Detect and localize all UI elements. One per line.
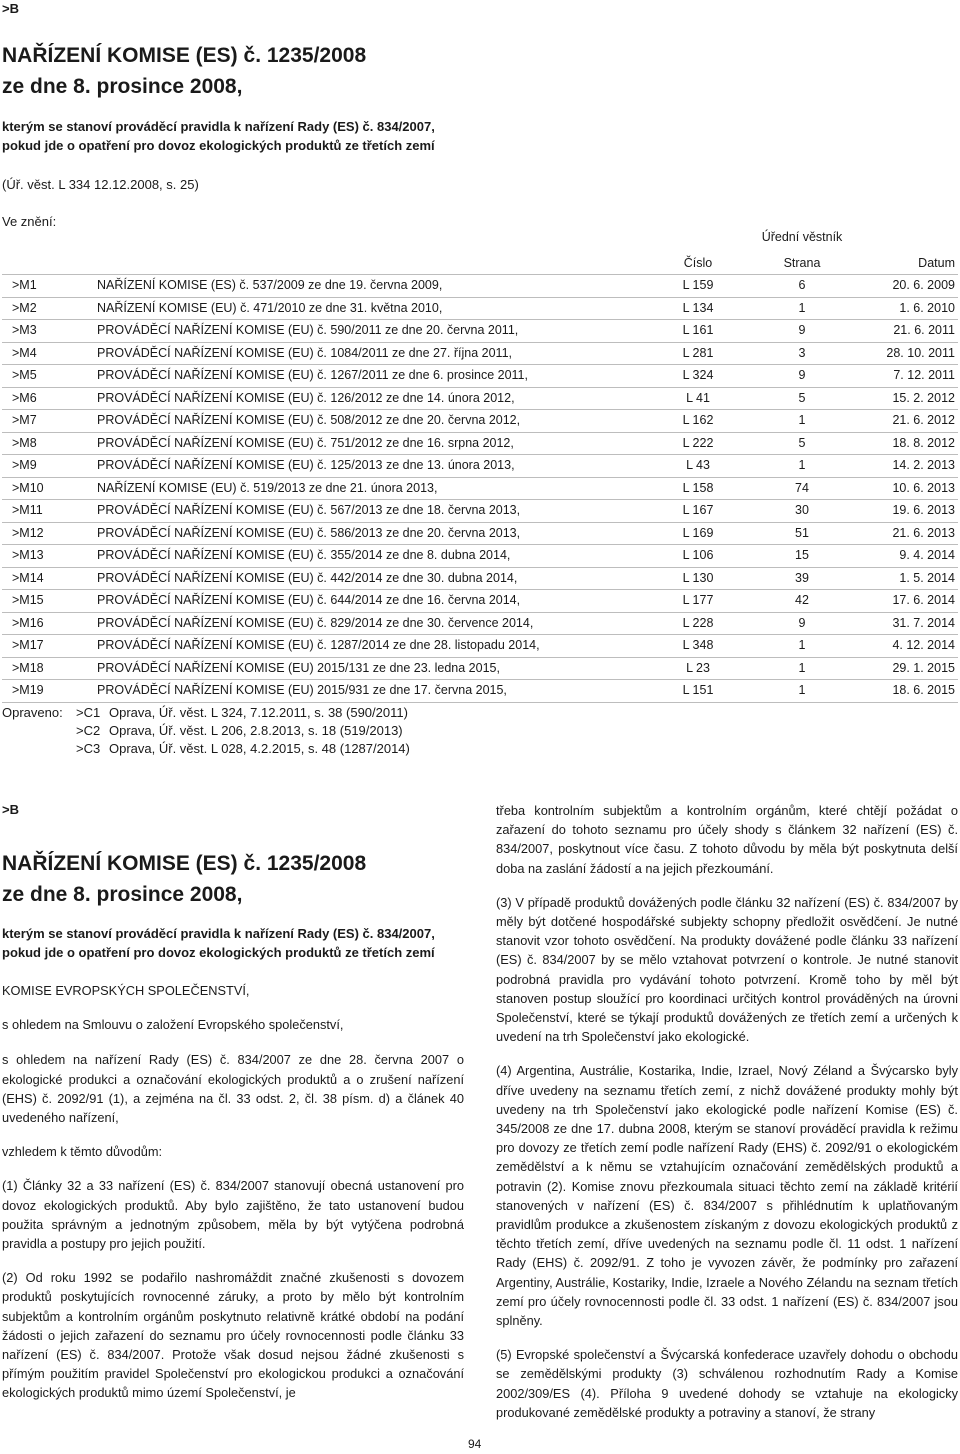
journal-page: 1	[798, 638, 806, 652]
correction-text: Oprava, Úř. věst. L 028, 4.2.2015, s. 48 (1287/2014)	[109, 741, 410, 756]
left-text-column	[2, 981, 464, 1403]
amendment-title: PROVÁDĚCÍ NAŘÍZENÍ KOMISE (EU) č. 126/2012 ze dne 14. února 2012,	[97, 390, 515, 405]
journal-number: L 348	[682, 638, 714, 652]
amendment-title: NAŘÍZENÍ KOMISE (ES) č. 537/2009 ze dne 19. června 2009,	[97, 278, 443, 292]
page-number: 94	[468, 1437, 482, 1451]
amendment-title: PROVÁDĚCÍ NAŘÍZENÍ KOMISE (EU) č. 355/2014 ze dne 8. dubna 2014,	[97, 548, 511, 562]
journal-page: 5	[798, 435, 806, 450]
journal-number: L 151	[682, 683, 714, 697]
amendments-table	[2, 226, 958, 703]
amendment-title: PROVÁDĚCÍ NAŘÍZENÍ KOMISE (EU) č. 1267/2011 ze dne 6. prosince 2011,	[97, 368, 528, 382]
journal-page: 6	[798, 278, 806, 292]
journal-date: 29. 1. 2015	[892, 660, 955, 675]
journal-date: 20. 6. 2009	[892, 278, 955, 292]
correction-code: >C3	[76, 741, 101, 756]
amendment-code: >M12	[12, 525, 44, 540]
right-text-column	[496, 801, 958, 1422]
table-row	[2, 589, 958, 612]
journal-date: 9. 4. 2014	[899, 548, 955, 562]
journal-page: 51	[795, 525, 809, 540]
amendment-code: >M4	[12, 345, 37, 360]
body-title: NAŘÍZENÍ KOMISE (ES) č. 1235/2008	[2, 852, 367, 875]
correction-text: Oprava, Úř. věst. L 324, 7.12.2011, s. 38 (590/2011)	[109, 705, 408, 720]
journal-page: 42	[795, 593, 809, 607]
journal-page: 1	[798, 300, 806, 315]
amendment-code: >M8	[12, 435, 37, 450]
amendment-code: >M1	[12, 278, 37, 292]
table-row	[2, 544, 958, 567]
amendment-title: PROVÁDĚCÍ NAŘÍZENÍ KOMISE (EU) 2015/131 ze dne 23. ledna 2015,	[97, 660, 500, 675]
journal-number: L 130	[682, 570, 714, 585]
journal-date: 28. 10. 2011	[886, 345, 955, 360]
journal-number: L 23	[686, 660, 710, 675]
journal-page: 39	[795, 570, 809, 585]
table-row	[2, 319, 958, 342]
journal-date: 21. 6. 2012	[892, 413, 955, 427]
journal-number: L 43	[686, 458, 710, 472]
journal-date: 7. 12. 2011	[893, 368, 955, 382]
table-row	[2, 679, 958, 703]
journal-date: 18. 8. 2012	[892, 435, 955, 450]
journal-number: L 161	[682, 323, 714, 337]
journal-date: 17. 6. 2014	[892, 593, 955, 607]
recital-paragraph: (1) Články 32 a 33 nařízení (ES) č. 834/2007 stanovují obecná ustanovení pro dovoz ekologických produktů. Aby bylo zajištěno, že tato ustanovení budou použita správným a jednotným způsobem, měla by být vytýčena podrobná pravidla a postupy pro jejich použití.	[2, 1178, 464, 1252]
table-row	[2, 499, 958, 522]
amendment-title: PROVÁDĚCÍ NAŘÍZENÍ KOMISE (EU) č. 1287/2014 ze dne 28. listopadu 2014,	[97, 638, 540, 652]
table-row	[2, 274, 958, 297]
amendment-title: PROVÁDĚCÍ NAŘÍZENÍ KOMISE (EU) č. 829/2014 ze dne 30. července 2014,	[97, 615, 534, 630]
journal-number: L 222	[682, 435, 714, 450]
corrections-block	[2, 704, 702, 758]
table-row	[2, 297, 958, 320]
recital-paragraph: (3) V případě produktů dovážených podle článku 32 nařízení (ES) č. 834/2007 by měly být dotčené hospodářské subjekty schopny předložit osvědčení. Je nutné stanovit vzor tohoto osvědčení. Na produkty dovážené podle článku 33 nařízení (ES) č. 834/2007 by se mělo vztahovat potvrzení o kontrole. Je nutné stanovit podrobná pravidla pro vydávání tohoto potvrzení. Kromě toho by měl být stanoven postup sloužící pro koordinaci určitých kontrol prováděných na úrovni Společenství, které se týkají produktů dovážených ze třetích zemí a určených k uvedení na trh Společenství jako ekologické.	[496, 894, 958, 1045]
journal-page: 74	[795, 480, 809, 495]
table-row	[2, 409, 958, 432]
journal-page: 1	[798, 413, 806, 427]
journal-date: 14. 2. 2013	[892, 458, 955, 472]
preamble-paragraph: s ohledem na Smlouvu o založení Evropského společenství,	[2, 1017, 344, 1033]
preamble-paragraph: vzhledem k těmto důvodům:	[2, 1144, 163, 1160]
journal-date: 15. 2. 2012	[892, 390, 955, 405]
journal-date: 19. 6. 2013	[892, 503, 955, 517]
amendment-code: >M7	[12, 413, 37, 427]
amendment-title: PROVÁDĚCÍ NAŘÍZENÍ KOMISE (EU) 2015/931 ze dne 17. června 2015,	[97, 683, 507, 697]
col-header-number: Číslo	[683, 256, 713, 270]
amendment-title: PROVÁDĚCÍ NAŘÍZENÍ KOMISE (EU) č. 1084/2011 ze dne 27. října 2011,	[97, 345, 512, 360]
journal-number: L 169	[682, 525, 714, 540]
table-column-header	[2, 248, 958, 274]
preamble-paragraph: KOMISE EVROPSKÝCH SPOLEČENSTVÍ,	[2, 983, 250, 998]
amendment-code: >M13	[12, 548, 44, 562]
amendment-code: >M9	[12, 458, 37, 472]
table-row	[2, 657, 958, 680]
journal-number: L 228	[682, 615, 714, 630]
table-body	[2, 274, 958, 703]
correction-text: Oprava, Úř. věst. L 206, 2.8.2013, s. 18 (519/2013)	[109, 723, 403, 738]
amendment-code: >M15	[12, 593, 44, 607]
table-row	[2, 567, 958, 590]
regulation-title: NAŘÍZENÍ KOMISE (ES) č. 1235/2008	[2, 44, 367, 67]
journal-date: 1. 5. 2014	[899, 570, 955, 585]
journal-number: L 167	[682, 503, 714, 517]
journal-number: L 162	[682, 413, 714, 427]
table-group-header	[2, 226, 958, 248]
correction-code: >C2	[76, 723, 101, 738]
journal-date: 4. 12. 2014	[892, 638, 955, 652]
amendment-code: >M14	[12, 570, 44, 585]
body-version-tag: >B	[2, 802, 19, 817]
correction-row	[2, 704, 702, 722]
amendment-code: >M6	[12, 390, 37, 405]
table-row	[2, 454, 958, 477]
journal-page: 15	[795, 548, 809, 562]
journal-number: L 159	[682, 278, 714, 292]
table-row	[2, 634, 958, 657]
journal-page: 9	[798, 615, 806, 630]
journal-date: 10. 6. 2013	[892, 480, 955, 495]
amendment-title: PROVÁDĚCÍ NAŘÍZENÍ KOMISE (EU) č. 442/2014 ze dne 30. dubna 2014,	[97, 570, 518, 585]
recital-paragraph: (2) Od roku 1992 se podařilo nashromáždit značné zkušenosti s dovozem produktů poskytujících rovnocenné záruky, a proto by mělo být kontrolním subjektům a kontrolním orgánům poskytnuto relativně krátké období na podání žádosti o jejich zařazení do seznamu pro účely rovnocennosti podle článku 33 nařízení (ES) č. 834/2007. Protože však dosud nejsou žádné zkušenosti s přímým použitím pravidel Společenství pro ekologickou produkci a označování ekologických produktů mimo území Společenství, je	[2, 1270, 464, 1401]
journal-number: L 177	[682, 593, 714, 607]
regulation-subtitle-1: kterým se stanoví prováděcí pravidla k nařízení Rady (ES) č. 834/2007,	[2, 119, 435, 134]
corrections-label: Opraveno:	[2, 705, 63, 720]
journal-date: 21. 6. 2011	[893, 323, 955, 337]
amendment-code: >M5	[12, 368, 37, 382]
table-row	[2, 342, 958, 365]
journal-number: L 281	[682, 345, 714, 360]
recital-paragraph: (4) Argentina, Austrálie, Kostarika, Indie, Izrael, Nový Zéland a Švýcarsko byly dříve uvedeny na seznamu třetích zemí, z nichž dovážené produkty mohly být uvedeny na trh Společenství jako ekologické podle nařízení Komise (ES) č. 345/2008 ze dne 17. dubna 2008, kterým se stanoví prováděcí pravidla k režimu pro dovozy ze třetích zemí podle nařízení Rady (EHS) č. 2092/91 o ekologickém zemědělství a k němu se vztahujícím označování zemědělských produktů a potravin (2). Komise znovu přezkoumala situaci těchto zemí na základě kritérií stanovených v nařízení (ES) č. 834/2007 s přihlédnutím k uplatňovaným pravidlům produkce a zkušenostem získaným z dovozu ekologických produktů z těchto třetích zemí, dříve uvedených na seznamu podle čl. 11 odst. 1 nařízení Rady (EHS) č. 2092/91. Z toho je vyvozen závěr, že podmínky pro zařazení Argentiny, Austrálie, Kostariky, Indie, Izraele a Nového Zélandu na seznam třetích zemí pro účely rovnocennosti podle čl. 33 odst. 1 nařízení (ES) č. 834/2007 jsou splněny.	[496, 1063, 958, 1329]
amendment-code: >M2	[12, 300, 37, 315]
journal-page: 9	[798, 368, 806, 382]
journal-page: 5	[798, 390, 806, 405]
journal-page: 1	[798, 660, 806, 675]
journal-page: 30	[795, 503, 809, 517]
regulation-subtitle-2: pokud jde o opatření pro dovoz ekologických produktů ze třetích zemí	[2, 138, 435, 153]
preamble-paragraph: s ohledem na nařízení Rady (ES) č. 834/2007 ze dne 28. června 2007 o ekologické produkci a označování ekologických produktů a o zrušení nařízení (EHS) č. 2092/91 (1), a zejména na čl. 33 odst. 2, čl. 38 písm. d) a článek 40 uvedeného nařízení,	[2, 1052, 464, 1126]
amendment-code: >M16	[12, 615, 44, 630]
amendment-title: PROVÁDĚCÍ NAŘÍZENÍ KOMISE (EU) č. 125/2013 ze dne 13. února 2013,	[97, 458, 515, 472]
journal-number: L 41	[686, 390, 710, 405]
journal-group-label: Úřední věstník	[761, 230, 843, 244]
journal-number: L 134	[682, 300, 714, 315]
table-row	[2, 477, 958, 500]
recital-paragraph: třeba kontrolním subjektům a kontrolním orgánům, které chtějí požádat o zařazení do tohoto seznamu pro účely shody s článkem 32 nařízení (ES) č. 834/2007, poskytnout více času. Z tohoto důvodu by měla být poskytnuta delší doba na zaslání žádostí a na jejich přezkoumání.	[496, 803, 958, 876]
journal-date: 31. 7. 2014	[892, 615, 955, 630]
journal-number: L 106	[682, 548, 714, 562]
table-row	[2, 387, 958, 410]
table-row	[2, 522, 958, 545]
amendment-code: >M18	[12, 660, 44, 675]
body-subtitle-2: pokud jde o opatření pro dovoz ekologických produktů ze třetích zemí	[2, 945, 435, 960]
amendment-title: PROVÁDĚCÍ NAŘÍZENÍ KOMISE (EU) č. 644/2014 ze dne 16. června 2014,	[97, 593, 521, 607]
journal-page: 3	[798, 345, 806, 360]
body-date: ze dne 8. prosince 2008,	[2, 883, 243, 906]
amendment-code: >M10	[12, 480, 44, 495]
amendment-code: >M3	[12, 323, 37, 337]
col-header-page: Strana	[783, 256, 821, 270]
amendment-title: PROVÁDĚCÍ NAŘÍZENÍ KOMISE (EU) č. 567/2013 ze dne 18. června 2013,	[97, 503, 521, 517]
recital-paragraph: (5) Evropské společenství a Švýcarská konfederace uzavřely dohodu o obchodu se zemědělskými produkty (3) schválenou rozhodnutím Rady a Komise 2002/309/ES (4). Příloha 9 uvedené dohody se vztahuje na ekologicky produkované zemědělské produkty a potraviny a stanoví, že strany	[496, 1347, 958, 1420]
journal-page: 1	[798, 683, 806, 697]
correction-code: >C1	[76, 705, 101, 720]
journal-date: 1. 6. 2010	[899, 300, 955, 315]
amendment-title: PROVÁDĚCÍ NAŘÍZENÍ KOMISE (EU) č. 751/2012 ze dne 16. srpna 2012,	[97, 435, 514, 450]
col-header-date: Datum	[918, 256, 955, 270]
amendment-title: PROVÁDĚCÍ NAŘÍZENÍ KOMISE (EU) č. 508/2012 ze dne 20. června 2012,	[97, 413, 521, 427]
body-subtitle-1: kterým se stanoví prováděcí pravidla k nařízení Rady (ES) č. 834/2007,	[2, 926, 435, 941]
amendment-code: >M19	[12, 683, 44, 697]
correction-row	[2, 740, 702, 758]
journal-number: L 324	[682, 368, 714, 382]
amendment-title: NAŘÍZENÍ KOMISE (EU) č. 471/2010 ze dne 31. května 2010,	[97, 300, 443, 315]
journal-date: 18. 6. 2015	[892, 683, 955, 697]
journal-number: L 158	[682, 480, 714, 495]
journal-page: 9	[798, 323, 806, 337]
table-row	[2, 432, 958, 455]
amendment-title: NAŘÍZENÍ KOMISE (EU) č. 519/2013 ze dne 21. února 2013,	[97, 480, 438, 495]
correction-row	[2, 722, 702, 740]
amendment-code: >M17	[12, 638, 44, 652]
amendment-title: PROVÁDĚCÍ NAŘÍZENÍ KOMISE (EU) č. 590/2011 ze dne 20. června 2011,	[97, 323, 519, 337]
amended-label: Ve znění:	[2, 214, 57, 229]
journal-page: 1	[798, 458, 806, 472]
version-tag: >B	[2, 1, 19, 16]
journal-date: 21. 6. 2013	[892, 525, 955, 540]
journal-reference: (Úř. věst. L 334 12.12.2008, s. 25)	[2, 177, 199, 192]
regulation-date: ze dne 8. prosince 2008,	[2, 75, 243, 98]
amendment-code: >M11	[12, 503, 43, 517]
amendment-title: PROVÁDĚCÍ NAŘÍZENÍ KOMISE (EU) č. 586/2013 ze dne 20. června 2013,	[97, 525, 521, 540]
table-row	[2, 612, 958, 635]
table-row	[2, 364, 958, 387]
